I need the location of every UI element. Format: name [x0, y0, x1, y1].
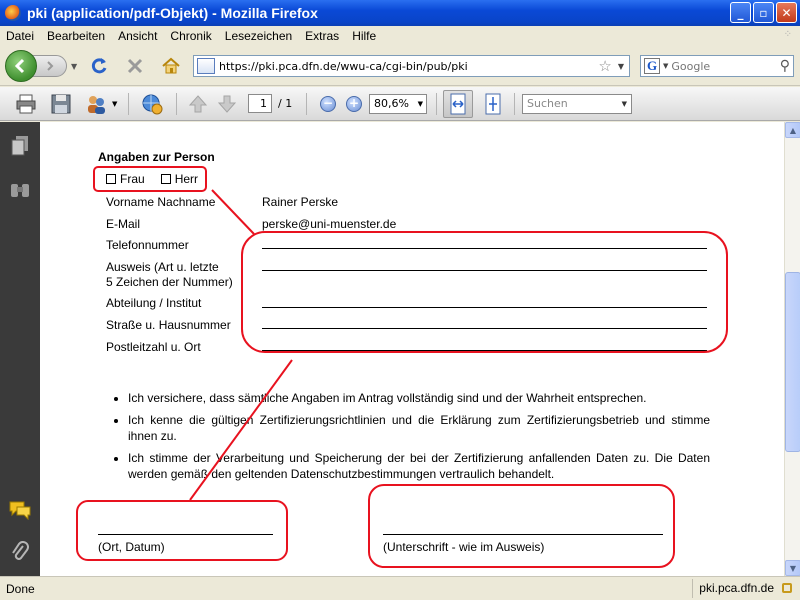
window-title: pki (application/pdf-Objekt) - Mozilla Firefox — [27, 5, 318, 21]
forward-arrow-icon — [44, 60, 56, 72]
reload-button[interactable] — [87, 54, 111, 78]
stop-icon — [126, 57, 144, 75]
toolbar-separator — [436, 93, 437, 115]
pdf-search-placeholder: Suchen — [527, 97, 568, 110]
search-panel-button[interactable] — [8, 178, 32, 202]
fit-page-button[interactable] — [478, 90, 508, 118]
field-label-id: Ausweis (Art u. letzte 5 Zeichen der Nummer) — [106, 260, 233, 289]
declaration-item: • Ich stimme der Verarbeitung und Speicherung der bei der Zertifizierung anfallenden Daten zu. Die Daten werden gemäß den geltenden Datenschutzbestimmungen vertraulich behandelt. — [128, 450, 710, 482]
navigation-panel — [0, 122, 40, 576]
collaborate-button[interactable] — [84, 92, 108, 116]
status-host[interactable] — [692, 579, 796, 598]
collaborate-dropdown-icon[interactable]: ▼ — [112, 100, 118, 108]
paperclip-icon — [11, 541, 29, 563]
zoom-select[interactable] — [369, 94, 427, 114]
comments-icon — [8, 500, 32, 520]
menu-hilfe[interactable]: Hilfe — [352, 29, 377, 43]
bookmark-star-icon[interactable]: ☆ — [598, 57, 612, 75]
next-page-button[interactable] — [215, 92, 239, 116]
toolbar-separator — [176, 93, 177, 115]
field-label-city: Postleitzahl u. Ort — [106, 340, 201, 354]
status-host-text: pki.pca.dfn.de — [699, 581, 774, 595]
field-label-email: E-Mail — [106, 217, 141, 231]
engine-dropdown-icon[interactable]: ▼ — [663, 62, 669, 70]
google-engine-icon[interactable]: G — [644, 58, 660, 74]
url-dropdown-icon[interactable]: ▼ — [617, 61, 624, 71]
label-frau: Frau — [120, 172, 145, 186]
search-icon[interactable]: ⚲ — [779, 58, 790, 74]
field-label-department: Abteilung / Institut — [106, 296, 202, 310]
url-text[interactable]: https://pki.pca.dfn.de/wwu-ca/cgi-bin/pub/pki — [219, 59, 468, 73]
declaration-item: • Ich versichere, dass sämtliche Angaben im Antrag vollständig sind und der Wahrheit entsprechen. — [128, 390, 710, 406]
minimize-button[interactable]: _ — [730, 2, 751, 23]
field-label-name: Vorname Nachname — [106, 195, 216, 209]
back-arrow-icon — [12, 57, 30, 75]
search-bar[interactable] — [640, 55, 794, 77]
menu-extras[interactable]: Extras — [305, 29, 340, 43]
comments-panel-button[interactable] — [8, 498, 32, 522]
menu-bearbeiten[interactable]: Bearbeiten — [47, 29, 106, 43]
window-titlebar — [0, 0, 800, 26]
close-button[interactable]: ✕ — [776, 2, 797, 23]
annotation-connectors — [40, 122, 784, 576]
declaration-item: • Ich kenne die gültigen Zertifizierungsrichtlinien und die Erklärung zum Zertifizierungsbetrieb und stimme ihnen zu. — [128, 412, 710, 444]
throbber-icon: ⁘ — [783, 29, 792, 40]
pdf-viewport[interactable] — [40, 122, 784, 576]
page-number-input[interactable]: 1 — [248, 94, 272, 113]
toolbar-separator — [514, 93, 515, 115]
fit-width-icon — [448, 93, 468, 115]
history-dropdown-icon[interactable]: ▼ — [71, 62, 78, 71]
status-bar — [0, 576, 800, 600]
binoculars-icon — [9, 180, 31, 200]
menu-bar — [0, 26, 800, 46]
menu-datei[interactable]: Datei — [6, 29, 35, 43]
search-input[interactable] — [671, 60, 779, 73]
navigation-toolbar — [0, 46, 800, 86]
menu-lesezeichen[interactable]: Lesezeichen — [224, 29, 293, 43]
scroll-thumb[interactable] — [785, 272, 800, 452]
people-icon — [85, 93, 107, 115]
connector-line — [212, 190, 254, 234]
save-icon — [50, 93, 72, 115]
signature-label: (Unterschrift - wie im Ausweis) — [383, 540, 545, 554]
stop-button[interactable] — [123, 54, 147, 78]
pdf-search-input[interactable] — [522, 94, 632, 114]
home-button[interactable] — [159, 54, 183, 78]
fit-page-icon — [483, 93, 503, 115]
field-label-street: Straße u. Hausnummer — [106, 318, 231, 332]
toolbar-separator — [128, 93, 129, 115]
site-identity-icon[interactable] — [197, 58, 215, 74]
label-herr: Herr — [174, 172, 199, 186]
url-bar[interactable] — [193, 55, 630, 77]
scroll-up-button[interactable]: ▲ — [785, 122, 800, 138]
attachments-panel-button[interactable] — [8, 540, 32, 564]
save-button[interactable] — [49, 92, 73, 116]
pdf-search-dropdown-icon[interactable]: ▼ — [621, 100, 627, 108]
pages-icon — [10, 135, 30, 157]
print-button[interactable] — [14, 92, 38, 116]
status-text: Done — [6, 582, 35, 596]
back-button[interactable] — [5, 50, 37, 82]
secure-document-button[interactable] — [140, 92, 164, 116]
field-label-phone: Telefonnummer — [106, 238, 189, 252]
connector-line — [190, 360, 292, 500]
lock-icon[interactable] — [782, 583, 792, 593]
maximize-button[interactable]: ▫ — [753, 2, 774, 23]
zoom-in-button[interactable]: + — [346, 96, 362, 112]
arrow-up-icon — [188, 94, 208, 114]
toolbar-separator — [306, 93, 307, 115]
signature-place-label: (Ort, Datum) — [98, 540, 165, 554]
home-icon — [161, 56, 181, 76]
field-value-email: perske@uni-muenster.de — [262, 217, 397, 231]
previous-page-button[interactable] — [186, 92, 210, 116]
zoom-value: 80,6% — [374, 97, 409, 110]
firefox-icon — [5, 5, 21, 21]
vertical-scrollbar[interactable] — [784, 122, 800, 576]
globe-gear-icon — [140, 92, 164, 116]
scroll-down-button[interactable]: ▼ — [785, 560, 800, 576]
menu-chronik[interactable]: Chronik — [170, 29, 212, 43]
print-icon — [15, 93, 37, 115]
zoom-dropdown-icon[interactable]: ▼ — [417, 100, 423, 108]
pdf-page — [40, 122, 784, 576]
page-total: / 1 — [278, 97, 293, 110]
section-title: Angaben zur Person — [98, 150, 215, 164]
pdf-toolbar — [0, 87, 800, 121]
field-value-name: Rainer Perske — [262, 195, 339, 209]
zoom-out-button[interactable]: − — [320, 96, 336, 112]
menu-ansicht[interactable]: Ansicht — [118, 29, 158, 43]
reload-icon — [89, 56, 109, 76]
fit-width-button[interactable] — [443, 90, 473, 118]
pages-panel-button[interactable] — [8, 134, 32, 158]
arrow-down-icon — [217, 94, 237, 114]
